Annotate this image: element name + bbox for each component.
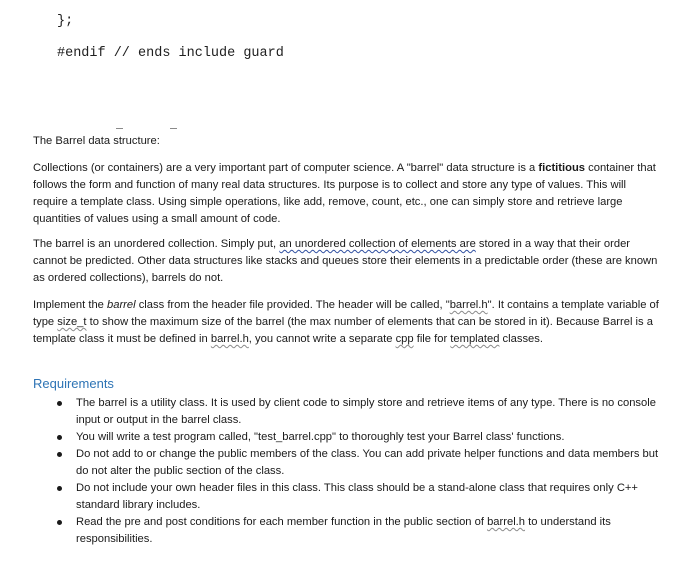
p3-text-a: Implement the <box>33 299 107 311</box>
p3-text-c: class from the header file provided. The header will be called, " <box>135 299 450 311</box>
p2-grammar-flag: an unordered collection of elements are <box>279 238 476 250</box>
section-heading: The Barrel data structure: <box>33 135 160 147</box>
p3-italic-barrel: barrel <box>107 299 136 311</box>
p3-text-i: , you cannot write a separate <box>248 333 396 345</box>
p3-spell-flag-barrel-h-2: barrel.h <box>210 333 249 345</box>
p2-text-a: The barrel is an unordered collection. Simply put, <box>33 238 280 250</box>
bullet-icon <box>57 520 62 525</box>
list-item <box>33 395 663 429</box>
list-item-text: Do not include your own header files in this class. This class should be a stand-alone class that requires only C++ standard library includes. <box>76 482 638 511</box>
list-item <box>33 429 663 446</box>
p1-text-a: Collections (or containers) are a very important part of computer science. A "barrel" data structure is a <box>33 162 539 174</box>
requirements-list <box>33 395 663 548</box>
p3-text-e: ". It contains a template variable of type <box>33 299 659 328</box>
paragraph-collections <box>33 160 663 228</box>
list-item <box>33 480 663 514</box>
p3-spell-flag-templated: templated <box>450 333 500 345</box>
p3-spell-flag-size-t: size_t <box>57 316 87 328</box>
p1-text-c: container that follows the form and function of many real data structures. Its purpose is to collect and store any type of values. This will require a template class. Using simple operations, like add, remove, count, etc., one can simply store and retrieve large quantities of values using a small amount of code. <box>33 162 656 225</box>
p1-bold-word: fictitious <box>538 162 586 174</box>
bullet-icon <box>57 452 62 457</box>
code-line-endif: #endif // ends include guard <box>57 46 284 61</box>
cropped-text-fragment <box>116 124 123 129</box>
paragraph-unordered <box>33 236 663 287</box>
bullet-icon <box>57 435 62 440</box>
list-item-text: Do not add to or change the public members of the class. You can add private helper functions and data members but do not alter the public section of the class. <box>76 448 659 477</box>
p3-text-k: file for <box>413 333 451 345</box>
bullet-icon <box>57 486 62 491</box>
bullet-icon <box>57 401 62 406</box>
p3-text-g: to show the maximum size of the barrel (the max number of elements that can be stored in it). Because Barrel is a template class it must be defined in <box>33 316 653 345</box>
list-item <box>33 446 663 480</box>
code-line-close-brace: }; <box>57 14 74 29</box>
cropped-text-fragment <box>170 124 177 129</box>
p3-spell-flag-cpp: cpp <box>395 333 414 345</box>
spell-flag-barrel-h: barrel.h <box>487 516 526 528</box>
paragraph-implement <box>33 297 663 348</box>
list-item-text: The barrel is a utility class. It is used by client code to simply store and retrieve items of any type. There is no console input or output in the barrel class. <box>76 397 656 426</box>
requirements-heading: Requirements <box>33 376 114 391</box>
p2-text-c: stored in a way that their order cannot be predicted. Other data structures like stacks and queues store their elements in a predictable order (these are known as ordered collections), barrels do not. <box>33 238 658 284</box>
list-item-text: Read the pre and post conditions for each member function in the public section of <box>76 516 488 528</box>
list-item-text-end: to understand its responsibilities. <box>76 516 611 545</box>
list-item-text: You will write a test program called, "test_barrel.cpp" to thoroughly test your Barrel class' functions. <box>76 431 565 443</box>
p3-spell-flag-barrel-h: barrel.h <box>449 299 488 311</box>
list-item <box>33 514 663 548</box>
p3-text-m: classes. <box>499 333 543 345</box>
